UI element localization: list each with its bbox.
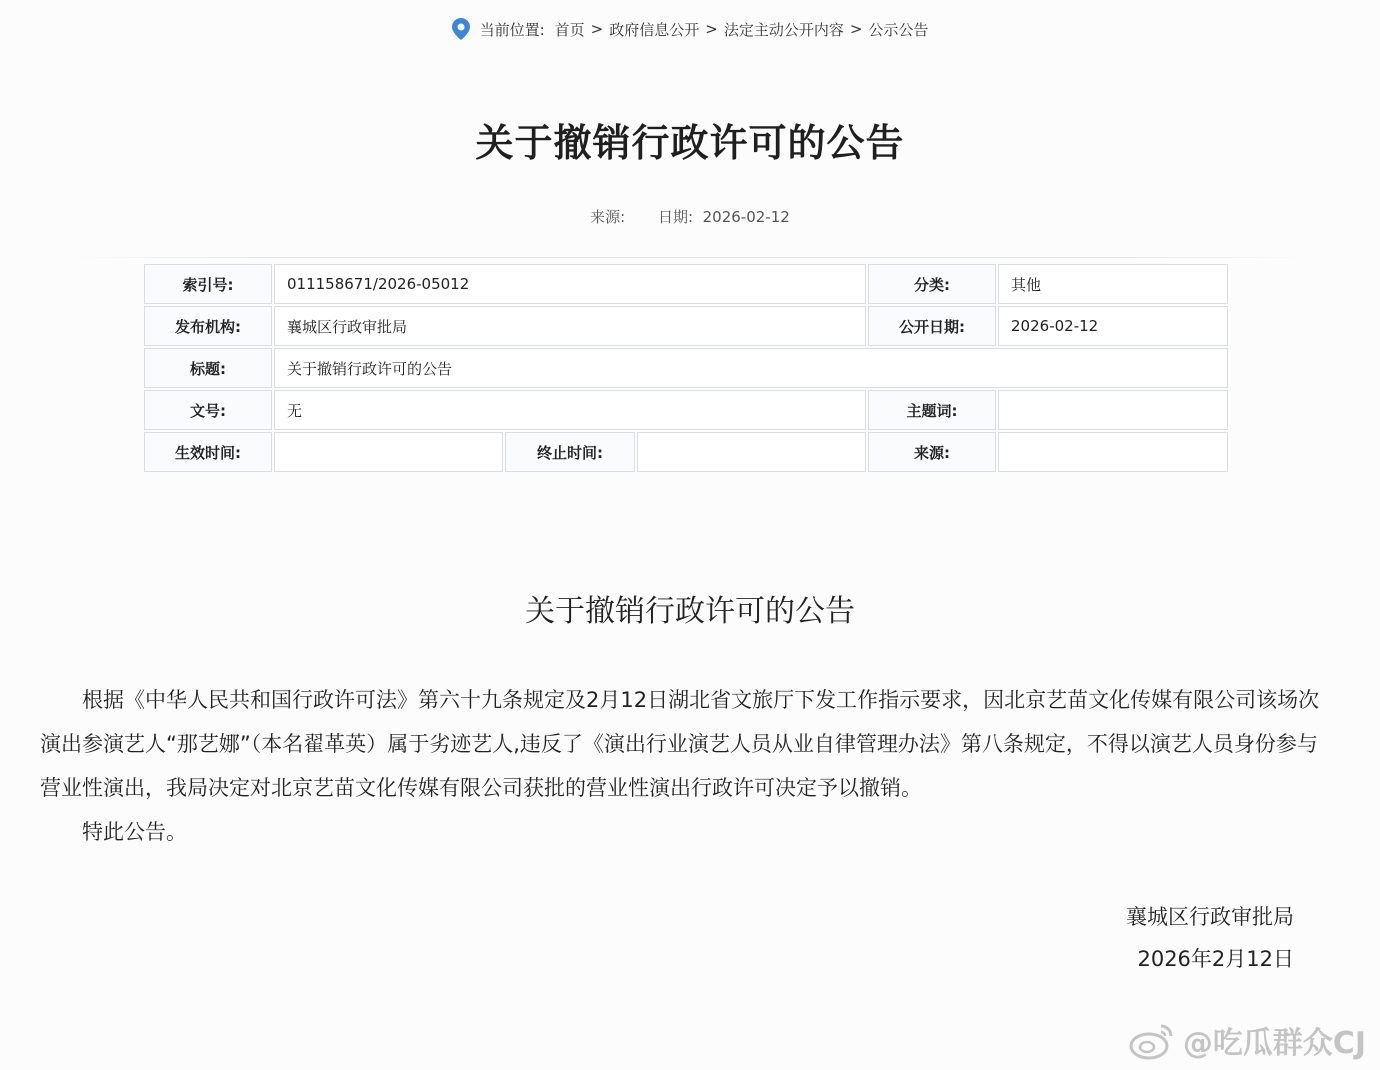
- table-row: [144, 390, 1228, 430]
- publisher-value: 襄城区行政审批局: [274, 306, 866, 346]
- source-label: 来源:: [590, 208, 626, 226]
- article-title: 关于撤销行政许可的公告: [525, 594, 855, 629]
- index-label: 索引号:: [144, 264, 272, 304]
- signature-org: 襄城区行政审批局: [1126, 905, 1294, 929]
- table-row: [144, 264, 1228, 304]
- source-field-value: [998, 432, 1228, 472]
- meta-line: [0, 206, 1380, 227]
- breadcrumb-statutory-link[interactable]: 法定主动公开内容: [723, 20, 844, 39]
- signature-date: 2026年2月12日: [1137, 947, 1294, 971]
- public-date-value: 2026-02-12: [998, 306, 1228, 346]
- date-value: 2026-02-12: [702, 208, 790, 226]
- table-row: [144, 432, 1228, 472]
- doc-no-label: 文号:: [144, 390, 272, 430]
- public-date-label: 公开日期:: [868, 306, 996, 346]
- weibo-icon: [1129, 1020, 1177, 1060]
- category-value: 其他: [998, 264, 1228, 304]
- end-time-label: 终止时间:: [505, 432, 635, 472]
- page-title: 关于撤销行政许可的公告: [475, 121, 905, 165]
- breadcrumb-prefix: 当前位置:: [479, 20, 545, 39]
- breadcrumb-gov-info-link[interactable]: 政府信息公开: [609, 20, 700, 39]
- keywords-value: [998, 390, 1228, 430]
- breadcrumb-separator: >: [705, 20, 718, 38]
- info-table: [142, 262, 1230, 474]
- source-field-label: 来源:: [868, 432, 996, 472]
- table-row: [144, 348, 1228, 388]
- table-row: [144, 306, 1228, 346]
- watermark-text: @吃瓜群众CJ: [1182, 1026, 1366, 1061]
- breadcrumb-separator: >: [849, 20, 863, 38]
- article-closing: 特此公告。: [82, 820, 187, 844]
- breadcrumb-home-link[interactable]: 首页: [554, 20, 585, 39]
- doc-no-value: 无: [274, 390, 866, 430]
- breadcrumb: [0, 18, 1380, 40]
- keywords-label: 主题词:: [868, 390, 996, 430]
- article-paragraph: 根据《中华人民共和国行政许可法》第六十九条规定及2月12日湖北省文旅厅下发工作指示要求，因北京艺苗文化传媒有限公司该场次演出参演艺人“那艺娜”（本名翟革英）属于劣迹艺人,违反了《演出行业演艺人员从业自律管理办法》第八条规定，不得以演艺人员身份参与营业性演出，我局决定对北京艺苗文化传媒有限公司获批的营业性演出行政许可决定予以撤销。: [40, 688, 1320, 800]
- end-time-value: [637, 432, 866, 472]
- signature: [1126, 896, 1294, 980]
- watermark: [1129, 1018, 1366, 1062]
- date-label: 日期:: [658, 208, 694, 226]
- title-label: 标题:: [144, 348, 272, 388]
- effective-time-value: [274, 432, 503, 472]
- location-pin-icon: [452, 18, 470, 40]
- date-info: [658, 208, 790, 226]
- breadcrumb-announcements-link[interactable]: 公示公告: [868, 20, 929, 39]
- breadcrumb-separator: >: [590, 20, 604, 38]
- divider: [70, 257, 1310, 258]
- effective-time-label: 生效时间:: [144, 432, 272, 472]
- article-body: [40, 678, 1330, 854]
- index-value: 011158671/2026-05012: [274, 264, 866, 304]
- publisher-label: 发布机构:: [144, 306, 272, 346]
- category-label: 分类:: [868, 264, 996, 304]
- title-value: 关于撤销行政许可的公告: [274, 348, 1228, 388]
